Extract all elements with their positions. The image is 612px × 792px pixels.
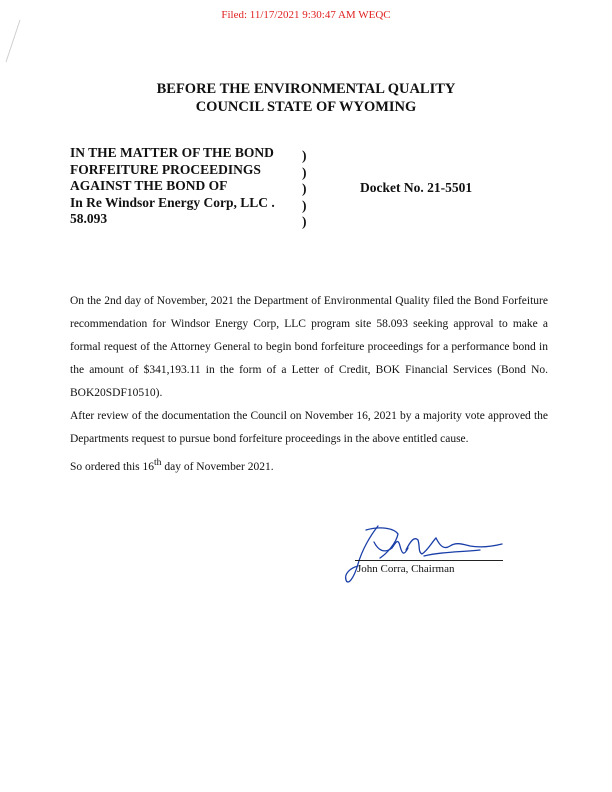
ordered-ordinal: th [154,457,162,468]
caption-parentheses [302,148,307,231]
paragraph-review: After review of the documentation the Council on November 16, 2021 by a majority vote approved the Departments request to pursue bond forfeiture proceedings in the above entitled cause. [70,410,548,445]
caption-line: IN THE MATTER OF THE BOND [70,145,274,160]
docket-number: Docket No. 21-5501 [360,180,473,195]
caption-line: 58.093 [70,211,108,226]
heading-line-1: BEFORE THE ENVIRONMENTAL QUALITY [156,81,456,97]
paragraph-recommendation: On the 2nd day of November, 2021 the Department of Environmental Quality filed the Bond Forfeiture recommendation for Windsor Energy Corp, LLC program site 58.093 seeking approval to make a formal request of the Attorney General to begin bond forfeiture proceedings for a performance bond in the amount of $341,193.11 in the form of a Letter of Credit, BOK Financial Services (Bond No. BOK20SDF10510). [70,295,548,399]
caption-line: FORFEITURE PROCEEDINGS [70,161,261,177]
document-heading [0,80,612,116]
paragraph-ordered [70,451,548,479]
order-body [70,290,548,479]
case-caption [70,145,330,228]
caption-line: In Re Windsor Energy Corp, LLC . [70,194,275,210]
ordered-suffix: day of November 2021. [161,460,274,473]
signature-line [355,560,503,561]
paren: ) [302,197,307,213]
paren: ) [302,214,307,229]
paren: ) [302,181,307,196]
caption-line: AGAINST THE BOND OF [70,178,228,193]
heading-line-2: COUNCIL STATE OF WYOMING [195,99,417,115]
margin-mark-icon [2,18,24,64]
handwritten-signature-icon [340,520,510,592]
paren: ) [302,148,307,163]
signer-name: John Corra, Chairman [357,563,455,575]
ordered-prefix: So ordered this 16 [70,460,155,473]
filed-stamp: Filed: 11/17/2021 9:30:47 AM WEQC [221,9,391,21]
paren: ) [302,164,307,180]
